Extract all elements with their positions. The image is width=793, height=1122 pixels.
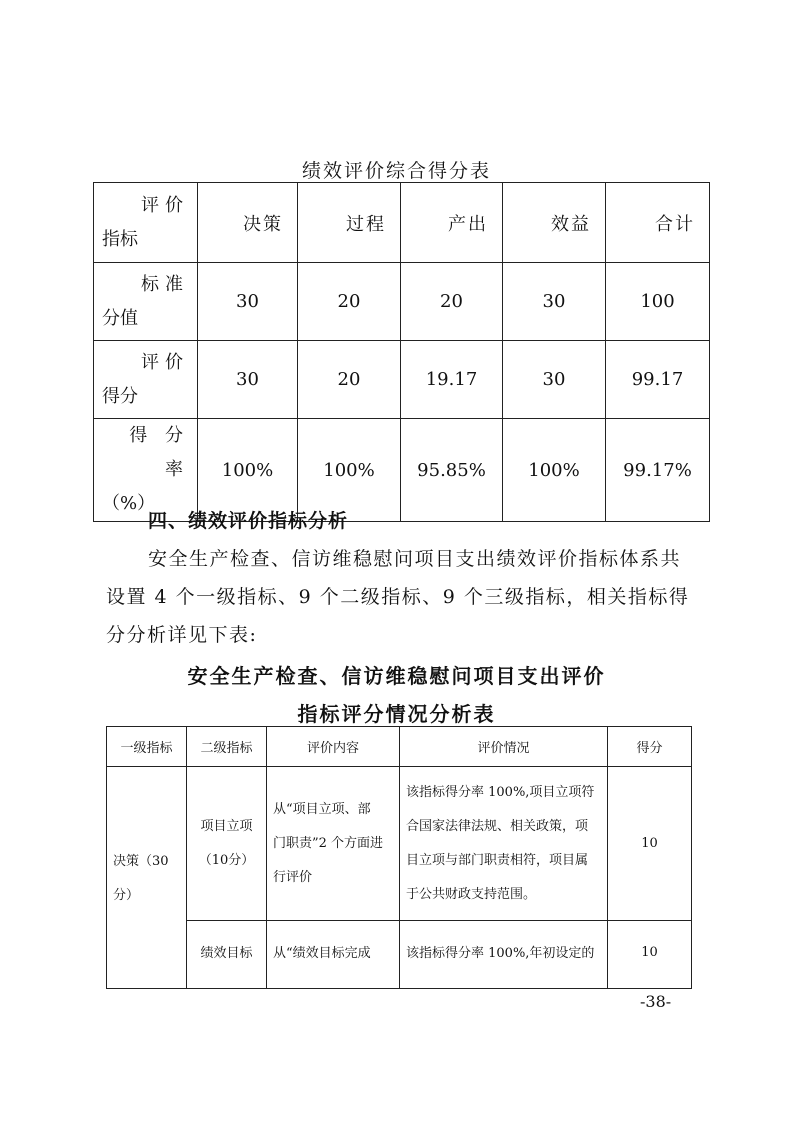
row-label: 评价 得分 <box>94 341 198 419</box>
evaluation-result: 该指标得分率 100%,项目立项符 合国家法律法规、相关政策，项 目立项与部门职责相符，项目属 于公共财政支持范围。 <box>400 767 608 921</box>
cell: 20 <box>298 341 401 419</box>
table2-caption-line1: 安全生产检查、信访维稳慰问项目支出评价 <box>187 664 606 688</box>
table2-caption-line2: 指标评分情况分析表 <box>297 702 496 726</box>
cell: 100% <box>503 419 606 522</box>
cell: 20 <box>401 263 503 341</box>
row-label: 得 分 率 （%） <box>94 419 198 522</box>
indicator-score-table <box>106 726 692 989</box>
row-label: 标准 分值 <box>94 263 198 341</box>
table-row <box>94 263 710 341</box>
column-header: 二级指标 <box>187 727 267 767</box>
score-cell: 10 <box>608 921 692 989</box>
column-header: 过程 <box>298 183 401 263</box>
cell: 100% <box>298 419 401 522</box>
cell: 30 <box>198 341 298 419</box>
score-summary-table <box>93 182 710 522</box>
score-cell: 10 <box>608 767 692 921</box>
cell: 19.17 <box>401 341 503 419</box>
paragraph-line: 安全生产检查、信访维稳慰问项目支出绩效评价指标体系共 <box>148 548 682 570</box>
table1-caption: 绩效评价综合得分表 <box>301 160 491 182</box>
level2-indicator: 项目立项 （10分） <box>187 767 267 921</box>
body-paragraph <box>106 540 706 654</box>
cell: 100 <box>606 263 710 341</box>
section-heading: 四、绩效评价指标分析 <box>148 510 349 532</box>
cell: 30 <box>503 263 606 341</box>
cell: 95.85% <box>401 419 503 522</box>
column-header: 决策 <box>198 183 298 263</box>
table2-header-row <box>107 727 692 767</box>
cell: 30 <box>198 263 298 341</box>
page-number: -38- <box>640 992 672 1011</box>
cell: 20 <box>298 263 401 341</box>
table-row <box>107 921 692 989</box>
column-header: 产出 <box>401 183 503 263</box>
column-header: 合计 <box>606 183 710 263</box>
column-header: 评价内容 <box>267 727 400 767</box>
paragraph-line: 分分析详见下表: <box>106 624 258 646</box>
column-header: 得分 <box>608 727 692 767</box>
column-header: 评价情况 <box>400 727 608 767</box>
evaluation-content: 从“项目立项、部 门职责”2 个方面进 行评价 <box>267 767 400 921</box>
cell: 99.17% <box>606 419 710 522</box>
level1-indicator: 决策（30 分） <box>107 767 187 989</box>
cell: 100% <box>198 419 298 522</box>
paragraph-line: 设置 4 个一级指标、9 个二级指标、9 个三级指标，相关指标得 <box>106 586 690 608</box>
evaluation-content: 从“绩效目标完成 <box>267 921 400 989</box>
table-row <box>107 767 692 921</box>
evaluation-result: 该指标得分率 100%,年初设定的 <box>400 921 608 989</box>
table1-header-label: 评价 指标 <box>94 183 198 263</box>
cell: 99.17 <box>606 341 710 419</box>
cell: 30 <box>503 341 606 419</box>
table-row <box>94 341 710 419</box>
level2-indicator: 绩效目标 <box>187 921 267 989</box>
column-header: 效益 <box>503 183 606 263</box>
column-header: 一级指标 <box>107 727 187 767</box>
table1-header-row <box>94 183 710 263</box>
